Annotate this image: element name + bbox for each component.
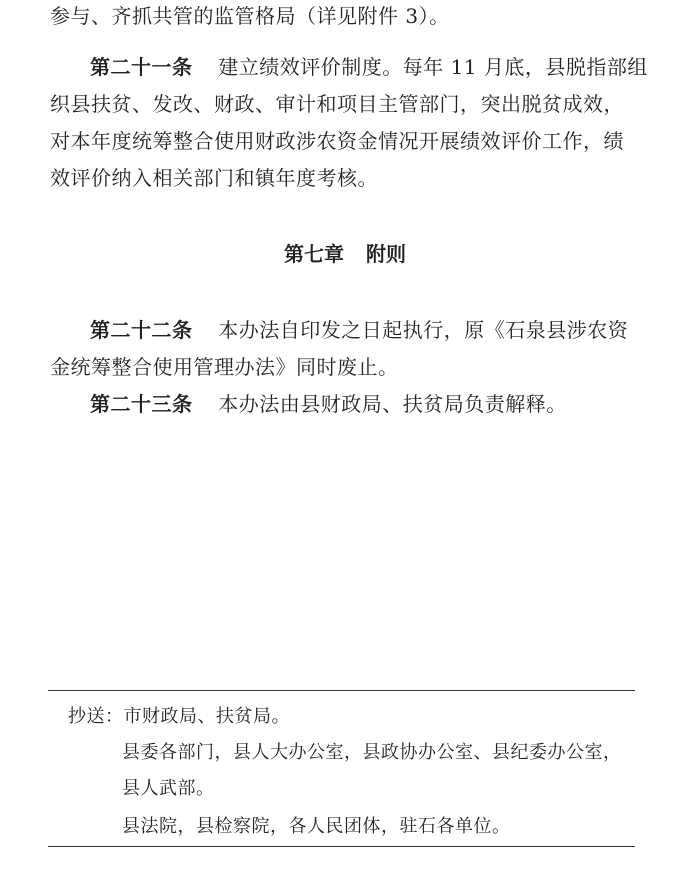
article-23-first-line xyxy=(90,390,567,418)
article-23-text: 本办法由县财政局、扶贫局负责解释。 xyxy=(218,392,567,416)
copy-to-recipients-line: 县委各部门，县人大办公室，县政协办公室、县纪委办公室， xyxy=(122,742,622,763)
article-21-first-line xyxy=(90,53,648,81)
copy-to-recipients-line: 县人武部。 xyxy=(122,778,215,799)
chapter-heading xyxy=(0,240,690,268)
article-23-heading: 第二十三条 xyxy=(90,392,193,416)
article-22-line: 金统筹整合使用管理办法》同时废止。 xyxy=(50,355,399,379)
copy-to-label: 抄送： xyxy=(68,706,124,727)
article-22-text: 本办法自印发之日起执行，原《石泉县涉农资 xyxy=(218,318,629,342)
article-21-line: 织县扶贫、发改、财政、审计和项目主管部门，突出脱贫成效， xyxy=(50,92,624,116)
chapter-number: 第七章 xyxy=(284,242,344,266)
copy-to-recipients: 市财政局、扶贫局。 xyxy=(123,706,290,727)
copy-to-top-rule xyxy=(48,690,635,691)
copy-to-recipients-line: 县法院，县检察院，各人民团体，驻石各单位。 xyxy=(122,816,511,837)
article-21-heading: 第二十一条 xyxy=(90,55,193,79)
copy-to-bottom-rule xyxy=(48,846,635,847)
article-22-heading: 第二十二条 xyxy=(90,318,193,342)
chapter-title: 附则 xyxy=(366,242,406,266)
article-22-first-line xyxy=(90,316,628,344)
paragraph-line: 参与、齐抓共管的监管格局（详见附件 3）。 xyxy=(50,4,450,28)
article-21-line: 效评价纳入相关部门和镇年度考核。 xyxy=(50,166,378,190)
article-21-line: 对本年度统筹整合使用财政涉农资金情况开展绩效评价工作，绩 xyxy=(50,129,624,153)
article-21-text: 建立绩效评价制度。每年 11 月底，县脱指部组 xyxy=(218,55,648,79)
copy-to-first-line xyxy=(68,704,290,730)
